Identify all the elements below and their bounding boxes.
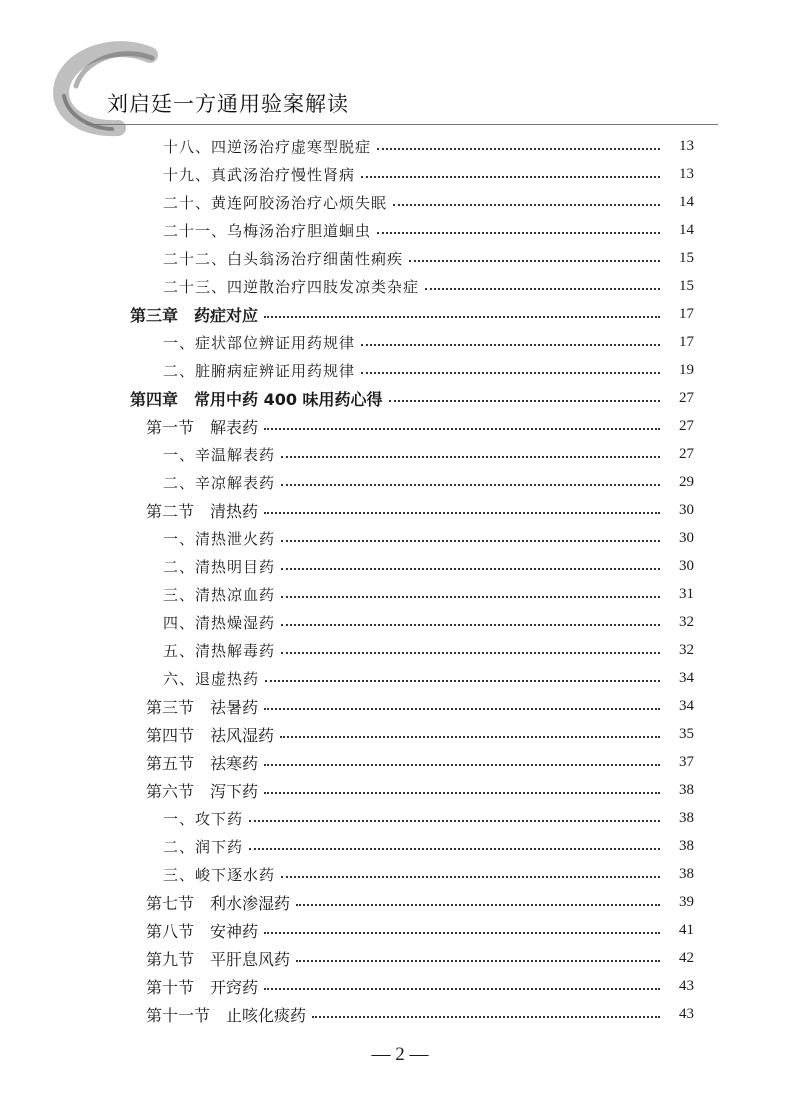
toc-entry-label: 二十三、四逆散治疗四肢发凉类杂症 <box>163 277 420 296</box>
toc-entry-label: 一、症状部位辨证用药规律 <box>163 333 356 352</box>
toc-leader-dots <box>296 960 660 962</box>
toc-entry-label: 第四章 常用中药 400 味用药心得 <box>130 389 383 409</box>
toc-entry[interactable] <box>0 552 694 580</box>
toc-entry[interactable] <box>0 860 694 888</box>
toc-entry[interactable] <box>0 188 694 216</box>
toc-entry[interactable] <box>0 216 694 244</box>
toc-entry-label: 一、清热泄火药 <box>163 529 276 548</box>
toc-entry-label: 第十一节 止咳化痰药 <box>146 1007 307 1025</box>
toc-entry-page: 30 <box>679 557 694 574</box>
toc-leader-dots <box>281 568 660 570</box>
toc-entry-page: 15 <box>679 249 694 266</box>
toc-entry-page: 34 <box>679 697 694 714</box>
toc-entry-label: 十九、真武汤治疗慢性肾病 <box>163 165 356 184</box>
brush-circle-icon <box>0 0 800 150</box>
toc-entry-label: 六、退虚热药 <box>163 669 260 688</box>
toc-entry-label: 三、清热凉血药 <box>163 585 276 604</box>
toc-entry[interactable] <box>0 328 694 356</box>
toc-entry[interactable] <box>0 608 694 636</box>
toc-leader-dots <box>377 148 660 150</box>
toc-leader-dots <box>264 428 660 430</box>
toc-entry[interactable] <box>0 944 694 972</box>
toc-entry-page: 13 <box>679 137 694 154</box>
toc-leader-dots <box>265 680 660 682</box>
toc-entry-label: 四、清热燥湿药 <box>163 613 276 632</box>
toc-entry-page: 43 <box>679 977 694 994</box>
toc-entry[interactable] <box>0 636 694 664</box>
toc-leader-dots <box>281 624 660 626</box>
toc-entry-label: 第十节 开窍药 <box>146 979 259 997</box>
page-number: — 2 — <box>371 1044 429 1065</box>
toc-entry-label: 五、清热解毒药 <box>163 641 276 660</box>
toc-entry-label: 一、辛温解表药 <box>163 445 276 464</box>
toc-entry-label: 第八节 安神药 <box>146 923 259 941</box>
toc-entry-page: 38 <box>679 781 694 798</box>
toc-entry-page: 38 <box>679 809 694 826</box>
toc-leader-dots <box>312 1016 660 1018</box>
toc-entry-page: 27 <box>679 417 694 434</box>
toc-entry-page: 27 <box>679 445 694 462</box>
toc-entry[interactable] <box>0 720 694 748</box>
toc-entry-page: 37 <box>679 753 694 770</box>
toc-entry-page: 41 <box>679 921 694 938</box>
toc-leader-dots <box>425 288 660 290</box>
toc-leader-dots <box>281 456 660 458</box>
toc-entry[interactable] <box>0 888 694 916</box>
toc-leader-dots <box>361 176 660 178</box>
toc-entry[interactable] <box>0 916 694 944</box>
toc-leader-dots <box>281 652 660 654</box>
toc-entry-page: 14 <box>679 193 694 210</box>
toc-entry-page: 39 <box>679 893 694 910</box>
toc-entry-page: 15 <box>679 277 694 294</box>
header-divider <box>86 124 718 125</box>
toc-entry[interactable] <box>0 272 694 300</box>
toc-leader-dots <box>264 512 660 514</box>
toc-entry-page: 38 <box>679 837 694 854</box>
toc-leader-dots <box>377 232 660 234</box>
toc-entry-page: 31 <box>679 585 694 602</box>
toc-entry-label: 二、脏腑病症辨证用药规律 <box>163 361 356 380</box>
toc-entry[interactable] <box>0 468 694 496</box>
toc-leader-dots <box>249 820 660 822</box>
toc-leader-dots <box>264 316 660 318</box>
toc-leader-dots <box>361 372 660 374</box>
toc-leader-dots <box>264 792 660 794</box>
running-header <box>0 0 800 150</box>
header-title: 刘启廷一方通用验案解读 <box>107 92 349 116</box>
toc-entry[interactable] <box>0 692 694 720</box>
toc-entry-label: 二十一、乌梅汤治疗胆道蛔虫 <box>163 221 372 240</box>
toc-entry[interactable] <box>0 664 694 692</box>
toc-entry-page: 17 <box>679 305 694 322</box>
toc-entry-page: 35 <box>679 725 694 742</box>
toc-entry[interactable] <box>0 832 694 860</box>
toc-entry[interactable] <box>0 300 694 328</box>
toc-entry-page: 17 <box>679 333 694 350</box>
toc-entry-label: 二、清热明目药 <box>163 557 276 576</box>
toc-entry-page: 32 <box>679 641 694 658</box>
toc-leader-dots <box>280 736 660 738</box>
toc-entry-page: 32 <box>679 613 694 630</box>
toc-leader-dots <box>281 540 660 542</box>
toc-leader-dots <box>296 904 660 906</box>
toc-entry-page: 30 <box>679 529 694 546</box>
toc-leader-dots <box>393 204 660 206</box>
toc-entry-page: 29 <box>679 473 694 490</box>
toc-entry-page: 19 <box>679 361 694 378</box>
toc-entry[interactable] <box>0 748 694 776</box>
toc-entry-page: 42 <box>679 949 694 966</box>
toc-entry-label: 三、峻下逐水药 <box>163 865 276 884</box>
toc-entry[interactable] <box>0 132 694 160</box>
toc-leader-dots <box>361 344 660 346</box>
toc-entry-label: 二十、黄连阿胶汤治疗心烦失眠 <box>163 193 388 212</box>
toc-leader-dots <box>409 260 660 262</box>
toc-leader-dots <box>264 932 660 934</box>
toc-entry[interactable] <box>0 244 694 272</box>
toc-entry[interactable] <box>0 440 694 468</box>
toc-entry-page: 30 <box>679 501 694 518</box>
toc-leader-dots <box>264 708 660 710</box>
toc-entry-label: 第三节 祛暑药 <box>146 699 259 717</box>
toc-entry-page: 43 <box>679 1005 694 1022</box>
toc-entry-label: 二十二、白头翁汤治疗细菌性痢疾 <box>163 249 404 268</box>
toc-entry-label: 第六节 泻下药 <box>146 783 259 801</box>
toc-entry-label: 第三章 药症对应 <box>130 305 259 325</box>
toc-entry[interactable] <box>0 160 694 188</box>
toc-entry-page: 34 <box>679 669 694 686</box>
toc-entry-page: 14 <box>679 221 694 238</box>
toc-leader-dots <box>264 764 660 766</box>
toc-entry[interactable] <box>0 776 694 804</box>
toc-entry[interactable] <box>0 412 694 440</box>
toc-entry[interactable] <box>0 804 694 832</box>
toc-entry[interactable] <box>0 1000 694 1028</box>
toc-leader-dots <box>281 484 660 486</box>
toc-entry-page: 38 <box>679 865 694 882</box>
toc-entry-label: 二、润下药 <box>163 837 244 856</box>
toc-entry-page: 13 <box>679 165 694 182</box>
toc-entry[interactable] <box>0 356 694 384</box>
toc-entry-label: 第一节 解表药 <box>146 419 259 437</box>
toc-entry[interactable] <box>0 496 694 524</box>
toc-leader-dots <box>389 400 660 402</box>
toc-entry-label: 十八、四逆汤治疗虚寒型脱症 <box>163 137 372 156</box>
toc-entry[interactable] <box>0 524 694 552</box>
toc-entry-label: 第四节 祛风湿药 <box>146 727 275 745</box>
toc-entry[interactable] <box>0 384 694 412</box>
toc-entry-label: 第二节 清热药 <box>146 503 259 521</box>
toc-entry-label: 一、攻下药 <box>163 809 244 828</box>
toc-entry-page: 27 <box>679 389 694 406</box>
toc-entry-label: 第七节 利水渗湿药 <box>146 895 291 913</box>
toc-entry-label: 第九节 平肝息风药 <box>146 951 291 969</box>
toc-entry-label: 第五节 祛寒药 <box>146 755 259 773</box>
toc-leader-dots <box>264 988 660 990</box>
toc-leader-dots <box>281 596 660 598</box>
toc-entry[interactable] <box>0 580 694 608</box>
toc-entry-label: 二、辛凉解表药 <box>163 473 276 492</box>
toc-leader-dots <box>281 876 660 878</box>
toc-entry[interactable] <box>0 972 694 1000</box>
toc-leader-dots <box>249 848 660 850</box>
